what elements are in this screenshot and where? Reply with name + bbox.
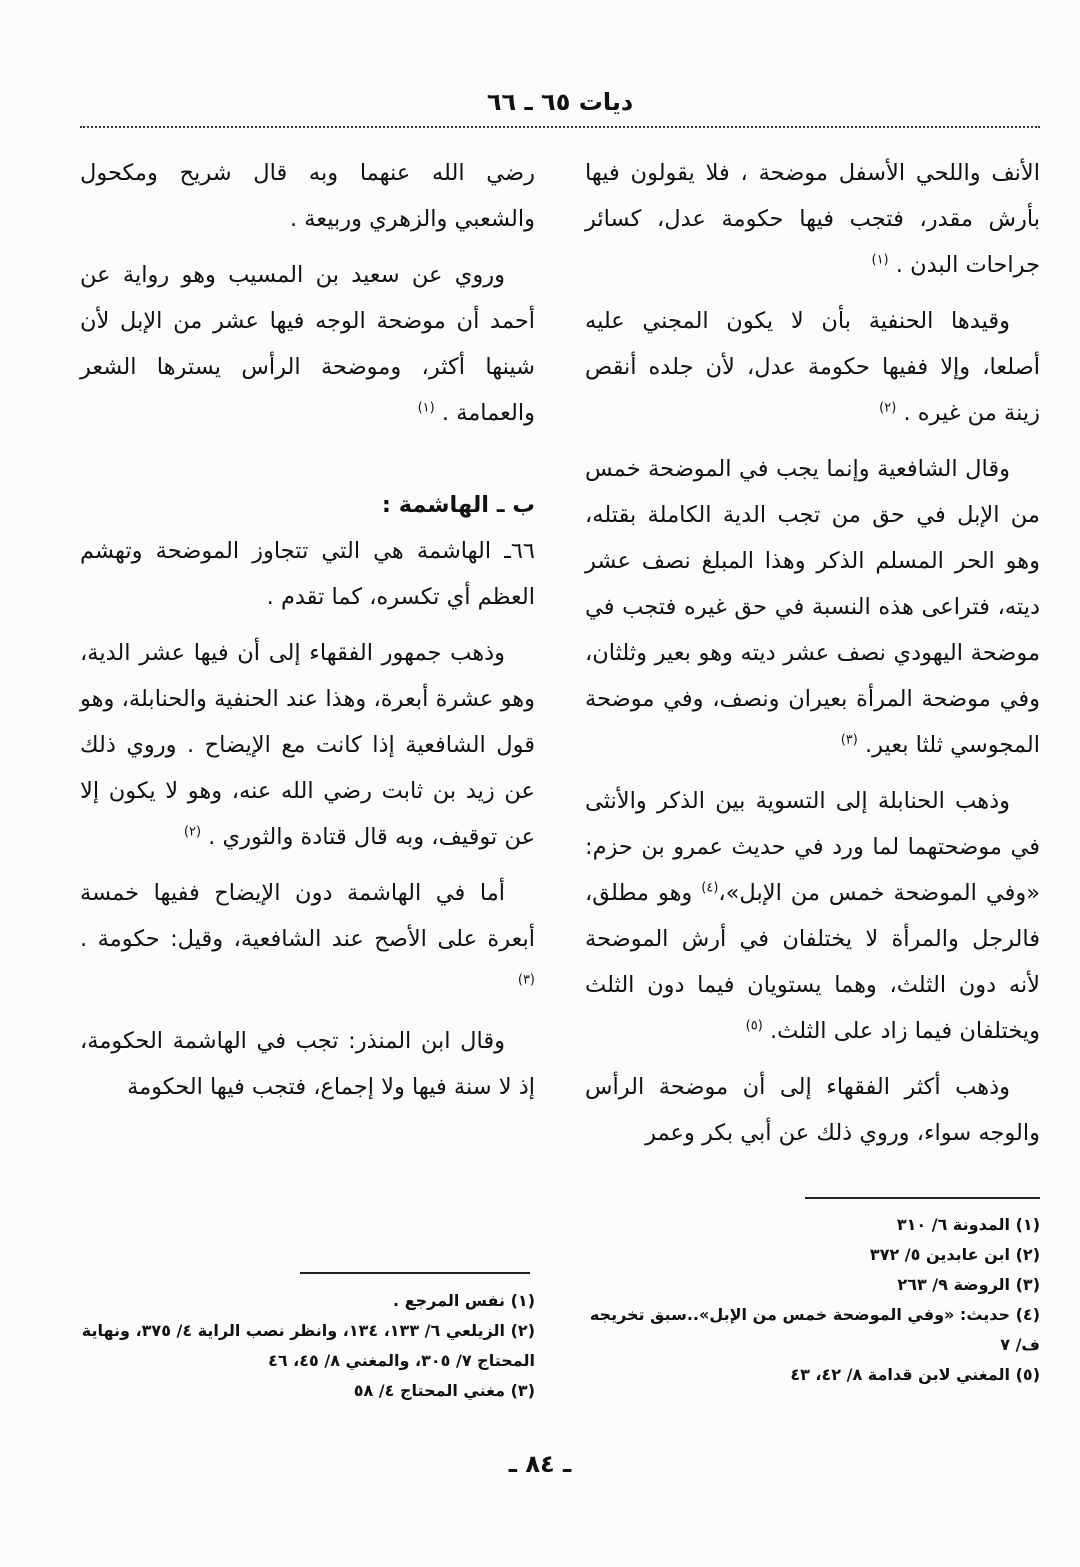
- footnote-rule-right: [805, 1197, 1040, 1199]
- paragraph: ٦٦ـ الهاشمة هي التي تتجاوز الموضحة وتهشم العظم أي تكسره، كما تقدم .: [80, 538, 535, 610]
- section-heading: ب ـ الهاشمة :: [381, 492, 535, 518]
- footnote-ref: (١): [417, 400, 435, 416]
- footnote: (١) المدونة ٦/ ٣١٠: [896, 1215, 1040, 1234]
- header-dotted-rule: [80, 126, 1040, 128]
- footnote-ref: (٣): [517, 972, 535, 988]
- paragraph: أما في الهاشمة دون الإيضاح ففيها خمسة أبعرة على الأصح عند الشافعية، وقيل: حكومة . $^{(٣)}$: [80, 880, 535, 988]
- footnote-ref: (٣): [840, 732, 858, 748]
- page-number: [0, 1450, 1080, 1478]
- left-column: [80, 150, 535, 1110]
- footnote: (٣) مغني المحتاج ٤/ ٥٨: [353, 1381, 535, 1400]
- paragraph: وقال ابن المنذر: تجب في الهاشمة الحكومة، إذ لا سنة فيها ولا إجماع، فتجب فيها الحكومة: [80, 1028, 535, 1100]
- paragraph: وروي عن سعيد بن المسيب وهو رواية عن أحمد أن موضحة الوجه فيها عشر من الإبل لأن شينها أكثر، وموضحة الرأس يسترها الشعر والعمامة . $^{(١)}$: [80, 262, 535, 426]
- footnote: (٢) الزيلعي ٦/ ١٣٣، ١٣٤، وانظر نصب الراية ٤/ ٣٧٥، ونهاية المحتاج ٧/ ٣٠٥، والمغني ٨/ ٤٥، ٤٦: [81, 1321, 535, 1370]
- footnotes-right: [585, 1210, 1040, 1390]
- header-title: ديات ٦٥ ـ ٦٦: [486, 88, 634, 116]
- footnote: (٤) حديث: «وفي الموضحة خمس من الإبل»..سبق تخريجه ف/ ٧: [589, 1305, 1040, 1354]
- footnote-rule-left: [300, 1272, 530, 1274]
- page-header: [80, 88, 1040, 128]
- paragraph: وذهب الحنابلة إلى التسوية بين الذكر والأنثى في موضحتهما لما ورد في حديث عمرو بن حزم: «وفي الموضحة خمس من الإبل»،$^{(٤)}$ وهو مطلق، فالرجل والمرأة لا يختلفان في أرش الموضحة لأنه دون الثلث، وهما يستويان فيما دون الثلث ويختلفان فيما زاد على الثلث. $^{(٥)}$: [585, 788, 1040, 1044]
- paragraph: وقيدها الحنفية بأن لا يكون المجني عليه أصلعا، وإلا ففيها حكومة عدل، لأن جلده أنقص زينة من غيره . $^{(٢)}$: [585, 308, 1040, 426]
- paragraph: وذهب جمهور الفقهاء إلى أن فيها عشر الدية، وهو عشرة أبعرة، وهذا عند الحنفية والحنابلة، وهو قول الشافعية إذا كانت مع الإيضاح . وروي ذلك عن زيد بن ثابت رضي الله عنه، وهو لا يكون إلا عن توقيف، وبه قال قتادة والثوري . $^{(٢)}$: [80, 640, 535, 850]
- paragraph: رضي الله عنهما وبه قال شريح ومكحول والشعبي والزهري وربيعة .: [80, 160, 535, 232]
- footnotes-left: [80, 1286, 535, 1406]
- footnote: (٣) الروضة ٩/ ٢٦٣: [897, 1275, 1040, 1294]
- footnote-ref: (٢): [183, 824, 202, 840]
- paragraph: وذهب أكثر الفقهاء إلى أن موضحة الرأس والوجه سواء، وروي ذلك عن أبي بكر وعمر: [585, 1074, 1040, 1146]
- footnote: (٢) ابن عابدين ٥/ ٣٧٢: [869, 1245, 1040, 1264]
- footnote-ref: (٢): [879, 400, 897, 416]
- footnote-ref: (٤): [701, 880, 719, 896]
- paragraph: وقال الشافعية وإنما يجب في الموضحة خمس من الإبل في حق من تجب الدية الكاملة بقتله، وهو الحر المسلم الذكر وهذا المبلغ نصف عشر ديته، فتراعى هذه النسبة في حق غيره فتجب في موضحة اليهودي نصف عشر ديته وهو بعير وثلثان، وفي موضحة المرأة بعيران ونصف، وفي موضحة المجوسي ثلثا بعير. $^{(٣)}$: [585, 456, 1040, 758]
- page-number-text: ـ ٨٤ ـ: [508, 1450, 572, 1478]
- footnote-ref: (٥): [745, 1018, 763, 1034]
- footnote: (١) نفس المرجع .: [393, 1291, 535, 1310]
- footnote: (٥) المغني لابن قدامة ٨/ ٤٢، ٤٣: [790, 1365, 1040, 1384]
- right-column: [585, 150, 1040, 1156]
- paragraph: الأنف واللحي الأسفل موضحة ، فلا يقولون فيها بأرش مقدر، فتجب فيها حكومة عدل، كسائر جراحات البدن . $^{(١)}$: [585, 160, 1040, 278]
- footnote-ref: (١): [871, 252, 889, 268]
